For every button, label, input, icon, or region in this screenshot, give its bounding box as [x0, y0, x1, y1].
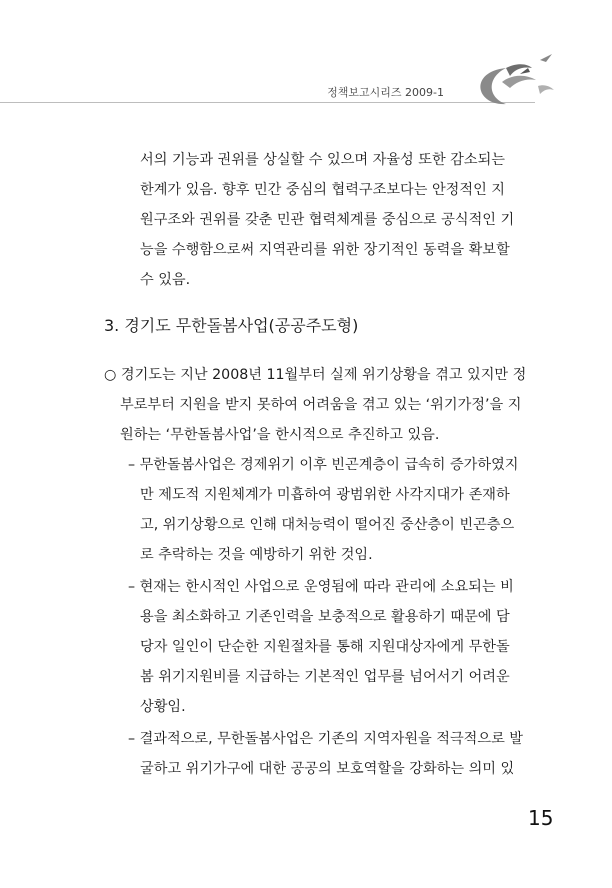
- birds-logo-icon: [466, 52, 556, 110]
- dash-line: 상황임.: [140, 699, 186, 715]
- dash-line: 굴하고 위기가구에 대한 공공의 보호역할을 강화하는 의미 있: [140, 761, 515, 777]
- dash-line: – 결과적으로, 무한돌봄사업은 기존의 지역자원을 적극적으로 발: [128, 731, 523, 747]
- dash-line: 용을 최소화하고 기존인력을 보충적으로 활용하기 때문에 담: [140, 609, 510, 625]
- paragraph-line: 수 있음.: [140, 272, 191, 288]
- paragraph-line: 능을 수행함으로써 지역관리를 위한 장기적인 동력을 확보할: [140, 242, 510, 258]
- dash-line: – 무한돌봄사업은 경제위기 이후 빈곤계층이 급속히 증가하였지: [128, 457, 519, 473]
- bullet-line: 부로부터 지원을 받지 못하여 어려움을 겪고 있는 ‘위기가정’을 지: [120, 397, 522, 413]
- section-heading: 3. 경기도 무한돌봄사업(공공주도형): [104, 316, 359, 335]
- series-label: 정책보고시리즈 2009-1: [327, 86, 444, 99]
- page-number: 15: [528, 806, 554, 830]
- dash-line: 고, 위기상황으로 인해 대처능력이 떨어진 중산층이 빈곤층으: [140, 517, 515, 533]
- dash-line: 당자 일인이 단순한 지원절차를 통해 지원대상자에게 무한돌: [140, 639, 510, 655]
- dash-line: 만 제도적 지원체계가 미흡하여 광범위한 사각지대가 존재하: [140, 487, 510, 503]
- bullet-line: 원하는 ‘무한돌봄사업’을 한시적으로 추진하고 있음.: [120, 427, 440, 443]
- paragraph-line: 원구조와 권위를 갖춘 민관 협력체계를 중심으로 공식적인 기: [140, 212, 515, 228]
- paragraph-line: 서의 기능과 권위를 상실할 수 있으며 자율성 또한 감소되는: [140, 152, 506, 168]
- paragraph-line: 한계가 있음. 향후 민간 중심의 협력구조보다는 안정적인 지: [140, 182, 506, 198]
- dash-line: – 현재는 한시적인 사업으로 운영됨에 따라 관리에 소요되는 비: [128, 579, 514, 595]
- header-rule: [0, 102, 535, 103]
- bullet-line: ○ 경기도는 지난 2008년 11월부터 실제 위기상황을 겪고 있지만 정: [104, 367, 527, 383]
- dash-line: 봄 위기지원비를 지급하는 기본적인 업무를 넘어서기 어려운: [140, 669, 510, 685]
- dash-line: 로 추락하는 것을 예방하기 위한 것임.: [140, 547, 373, 563]
